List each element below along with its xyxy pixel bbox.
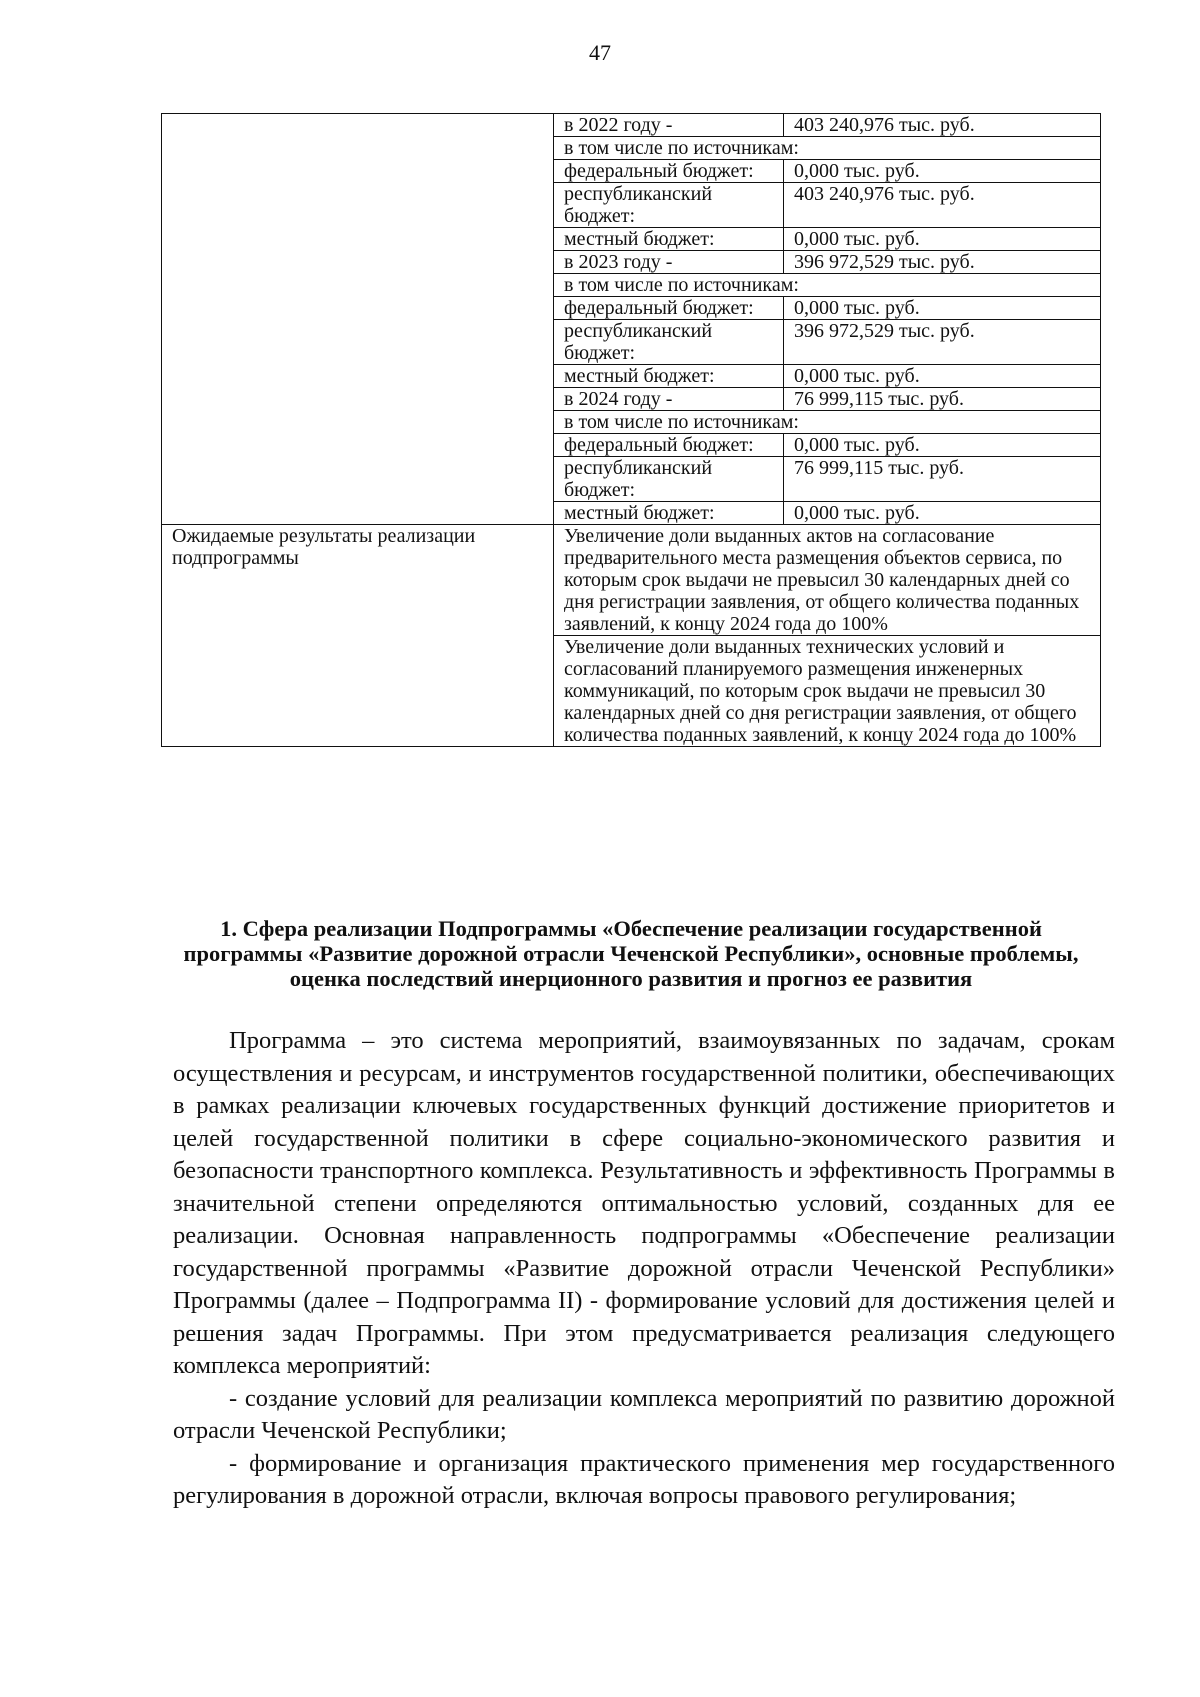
paragraph: - формирование и организация практического применения мер государственного регулирования в дорожной отрасли, включая вопросы правового регулирования; bbox=[173, 1449, 1115, 1509]
table-cell-value: 396 972,529 тыс. руб. bbox=[784, 320, 1101, 365]
page-number: 47 bbox=[589, 40, 611, 65]
table-cell-value: 0,000 тыс. руб. bbox=[784, 228, 1101, 251]
table-row bbox=[162, 525, 1101, 636]
table-cell-label: в 2024 году - bbox=[554, 388, 784, 411]
table-cell-label: республиканский бюджет: bbox=[554, 320, 784, 365]
table-cell-label: в 2023 году - bbox=[554, 251, 784, 274]
result-item: Увеличение доли выданных технических условий и согласований планируемого размещения инженерных коммуникаций, по которым срок выдачи не превысил 30 календарных дней со дня регистрации заявления, от общего количества поданных заявлений, к концу 2024 года до 100% bbox=[554, 636, 1101, 747]
table-cell-span: в том числе по источникам: bbox=[554, 274, 1101, 297]
results-label: Ожидаемые результаты реализации подпрограммы bbox=[162, 525, 554, 747]
table-cell-value: 0,000 тыс. руб. bbox=[784, 502, 1101, 525]
body-text bbox=[173, 1025, 1115, 1513]
table-cell-value: 396 972,529 тыс. руб. bbox=[784, 251, 1101, 274]
table-cell-span: в том числе по источникам: bbox=[554, 411, 1101, 434]
table-cell-value: 403 240,976 тыс. руб. bbox=[784, 183, 1101, 228]
table-cell-value: 0,000 тыс. руб. bbox=[784, 160, 1101, 183]
table-cell-label: местный бюджет: bbox=[554, 365, 784, 388]
paragraph: - создание условий для реализации комплекса мероприятий по развитию дорожной отрасли Чеченской Республики; bbox=[173, 1384, 1115, 1444]
table-cell-label: в 2022 году - bbox=[554, 114, 784, 137]
paragraph: Программа – это система мероприятий, взаимоувязанных по задачам, срокам осуществления и ресурсам, и инструментов государственной политики, обеспечивающих в рамках реализации ключевых государственных функций достижение приоритетов и целей государственной политики в сфере социально-экономического развития и безопасности транспортного комплекса. Результативность и эффективность Программы в значительной степени определяются оптимальностью условий, созданных для ее реализации. Основная направленность подпрограммы «Обеспечение реализации государственной программы «Развитие дорожной отрасли Чеченской Республики» Программы (далее – Подпрограмма II) - формирование условий для достижения целей и решения задач Программы. При этом предусматривается реализация следующего комплекса мероприятий: bbox=[173, 1027, 1115, 1379]
table-cell-label: федеральный бюджет: bbox=[554, 434, 784, 457]
budget-table bbox=[161, 113, 1101, 747]
table-cell-value: 0,000 тыс. руб. bbox=[784, 365, 1101, 388]
table-cell-label: местный бюджет: bbox=[554, 502, 784, 525]
table-cell-value: 0,000 тыс. руб. bbox=[784, 297, 1101, 320]
table-cell-label: местный бюджет: bbox=[554, 228, 784, 251]
table-cell-value: 403 240,976 тыс. руб. bbox=[784, 114, 1101, 137]
table-cell-label: республиканский бюджет: bbox=[554, 183, 784, 228]
table-row bbox=[162, 114, 1101, 137]
section-heading: 1. Сфера реализации Подпрограммы «Обеспечение реализации государственной программы «Развитие дорожной отрасли Чеченской Республики», основные проблемы, оценка последствий инерционного развития и прогноз ее развития bbox=[183, 916, 1079, 991]
table-cell-value: 76 999,115 тыс. руб. bbox=[784, 388, 1101, 411]
table-cell-label: федеральный бюджет: bbox=[554, 297, 784, 320]
table-cell-span: в том числе по источникам: bbox=[554, 137, 1101, 160]
result-item: Увеличение доли выданных актов на согласование предварительного места размещения объектов сервиса, по которым срок выдачи не превысил 30 календарных дней со дня регистрации заявления, от общего количества поданных заявлений, к концу 2024 года до 100% bbox=[554, 525, 1101, 636]
table-cell-label: республиканский бюджет: bbox=[554, 457, 784, 502]
table-cell-value: 0,000 тыс. руб. bbox=[784, 434, 1101, 457]
table-cell-value: 76 999,115 тыс. руб. bbox=[784, 457, 1101, 502]
table-cell-label: федеральный бюджет: bbox=[554, 160, 784, 183]
empty-cell bbox=[162, 114, 554, 525]
